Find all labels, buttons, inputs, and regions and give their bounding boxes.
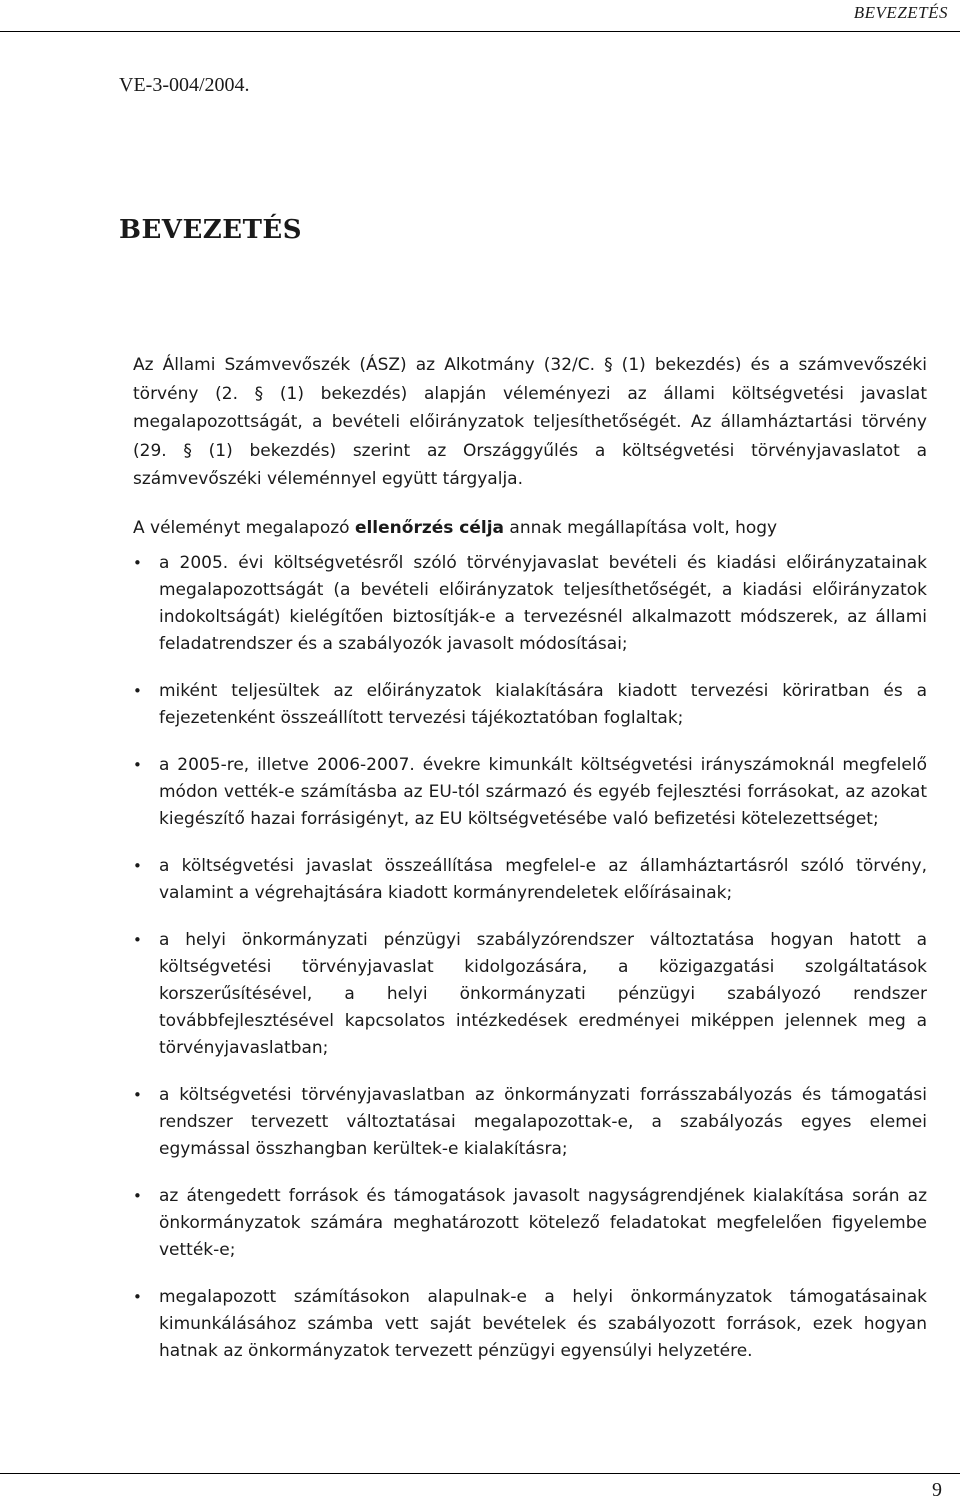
bullet-icon: • <box>133 681 142 700</box>
list-item-text: az átengedett források és támogatások javasolt nagyságrendjének kialakítása során az önkormányzatok számára meghatározott kötelező feladatokat megfelelően figyelembe vették-e; <box>159 1185 927 1260</box>
bullet-icon: • <box>133 755 142 774</box>
lead-paragraph <box>133 514 927 542</box>
running-header: BEVEZETÉS <box>853 3 948 22</box>
list-item <box>133 550 927 658</box>
intro-paragraph: Az Állami Számvevőszék (ÁSZ) az Alkotmány (32/C. § (1) bekezdés) és a számvevőszéki törvény (2. § (1) bekezdés) alapján véleményezi az állami költségvetési javaslat megalapozottságát, a bevételi előirányzatok teljesíthetőségét. Az államháztartási törvény (29. § (1) bekezdés) szerint az Országgyűlés a költségvetési törvényjavaslatot a számvevőszéki véleménnyel együtt tárgyalja. <box>133 355 927 489</box>
list-item-text: a helyi önkormányzati pénzügyi szabályzórendszer változtatása hogyan hatott a költségvetési törvényjavaslat kidolgozására, a közigazgatási szolgáltatások korszerűsítésével, a helyi önkormányzati pénzügyi szabályozó rendszer továbbfejlesztésével kapcsolatos intézkedések eredményei miképpen jelennek meg a törvényjavaslatban; <box>159 929 927 1058</box>
bullet-icon: • <box>133 1085 142 1104</box>
list-item <box>133 752 927 833</box>
list-item-text: a költségvetési törvényjavaslatban az önkormányzati forrásszabályozás és támogatási rendszer tervezett változtatásai megalapozottak-e, a szabályozás egyes elemei egymással összhangban kerültek-e kialakításra; <box>159 1084 927 1159</box>
header-rule <box>0 31 960 32</box>
list-item-text: megalapozott számításokon alapulnak-e a helyi önkormányzatok támogatásainak kimunkálásához számba vett saját bevételek és szabályozott források, ezek hogyan hatnak az önkormányzatok tervezett pénzügyi egyensúlyi helyzetére. <box>159 1286 927 1361</box>
list-item <box>133 1082 927 1163</box>
page-title: BEVEZETÉS <box>119 215 303 245</box>
page-number: 9 <box>932 1479 942 1501</box>
lead-text-before: A véleményt megalapozó <box>133 517 355 538</box>
bullet-icon: • <box>133 1186 142 1205</box>
footer-rule <box>0 1473 960 1474</box>
bullet-icon: • <box>133 930 142 949</box>
bullet-icon: • <box>133 856 142 875</box>
bullet-icon: • <box>133 1287 142 1306</box>
list-item <box>133 927 927 1062</box>
bullet-icon: • <box>133 553 142 572</box>
list-item <box>133 678 927 732</box>
list-item-text: miként teljesültek az előirányzatok kialakítására kiadott tervezési köriratban és a fejezetenként összeállított tervezési tájékoztatóban foglaltak; <box>159 680 927 728</box>
list-item-text: a 2005. évi költségvetésről szóló törvényjavaslat bevételi és kiadási előirányzatainak megalapozottságát (a bevételi előirányzatok teljesíthetőségét, a kiadási előirányzatok indokoltságát) kielégítően biztosítják-e a tervezésnél alkalmazott módszerek, az állami feladatrendszer és a szabályozók javasolt módosításai; <box>159 552 927 654</box>
list-item <box>133 1183 927 1264</box>
content <box>133 351 927 1385</box>
document-id: VE-3-004/2004. <box>119 74 250 96</box>
lead-emphasis: ellenőrzés célja <box>354 517 505 538</box>
criteria-list <box>133 550 927 1365</box>
list-item-text: a költségvetési javaslat összeállítása megfelel-e az államháztartásról szóló törvény, valamint a végrehajtására kiadott kormányrendeletek előírásainak; <box>159 855 927 903</box>
lead-text-after: annak megállapítása volt, hogy <box>504 517 778 538</box>
list-item-text: a 2005-re, illetve 2006-2007. évekre kimunkált költségvetési irányszámoknál megfelelő módon vették-e számításba az EU-tól származó és egyéb fejlesztési forrásokat, az azokat kiegészítő hazai forrásigényt, az EU költségvetésébe való befizetési kötelezettséget; <box>159 754 927 829</box>
list-item <box>133 1284 927 1365</box>
list-item <box>133 853 927 907</box>
